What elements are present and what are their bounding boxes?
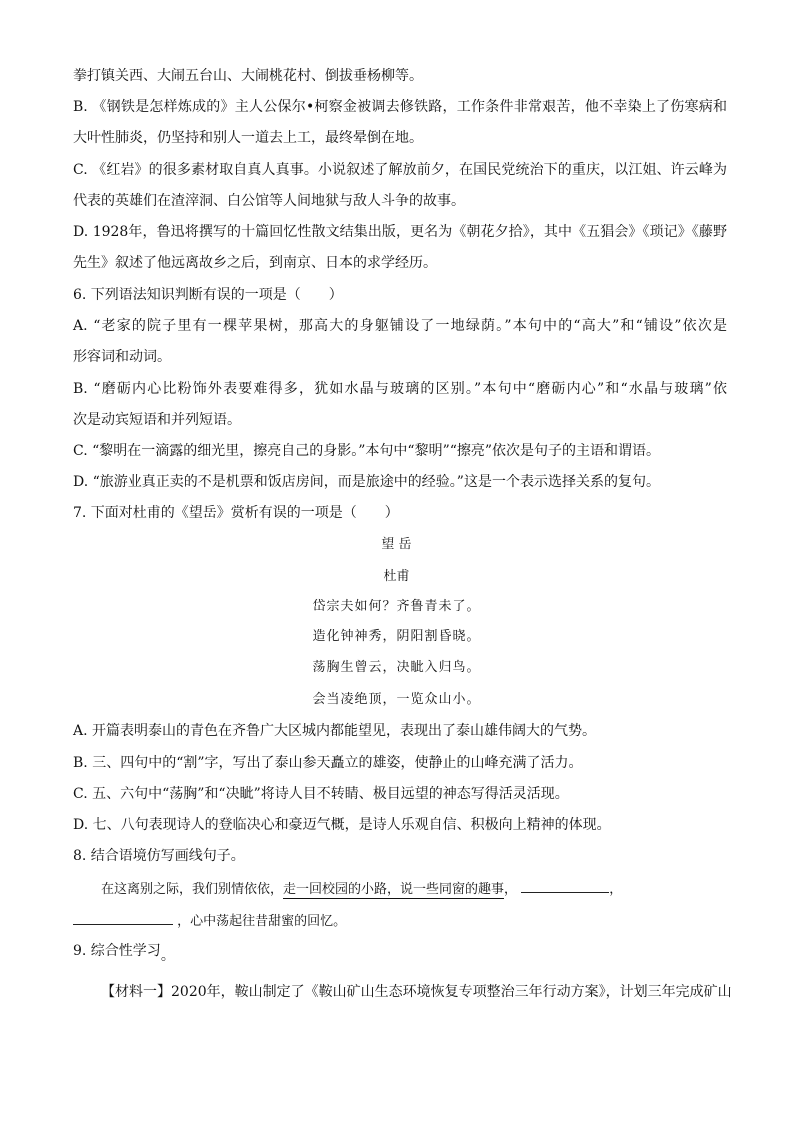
q9-stem-text: 9. 综合性学习: [73, 943, 161, 959]
poem-author: 杜甫: [383, 569, 410, 584]
q8-answer-blank-2[interactable]: [73, 910, 173, 925]
q9-stem: [73, 942, 727, 964]
poem-line: 造化钟神秀，阴阳割昏晓。: [312, 629, 481, 644]
poem-line: 荡胸生曾云，决眦入归鸟。: [312, 660, 481, 675]
q6-option-a-line1: A. “老家的院子里有一棵苹果树，那高大的身躯铺设了一地绿荫。”本句中的“高大”和“铺设”依次是: [73, 318, 727, 334]
q7-option-d: D. 七、八句表现诗人的登临决心和豪迈气概，是诗人乐观自信、积极向上精神的体现。: [73, 817, 611, 833]
q8-underlined-phrase: 走一回校园的小路，说一些同窗的趣事: [283, 882, 505, 897]
q9-material-1: 【材料一】2020年，鞍山制定了《鞍山矿山生态环境恢复专项整治三年行动方案》，计划三年完成矿山: [101, 984, 732, 1000]
q6-option-b-line2: 次是动宾短语和并列短语。: [73, 412, 241, 428]
q7-option-a: A. 开篇表明泰山的青色在齐鲁广大区城内都能望见，表现出了泰山雄伟阔大的气势。: [73, 723, 597, 739]
q7-option-b: B. 三、四句中的“割”字，写出了泰山参天矗立的雄姿，使静止的山峰充满了活力。: [73, 755, 583, 771]
q7-option-c: C. 五、六句中“荡胸”和“决眦”将诗人目不转睛、极目远望的神态写得活灵活现。: [73, 786, 569, 802]
q6-option-a-line2: 形容词和动词。: [73, 349, 171, 365]
q8-sentence-line2: [73, 910, 727, 931]
q5-option-c-line2: 代表的英雄们在渣滓洞、白公馆等人间地狱与敌人斗争的故事。: [73, 193, 465, 209]
q5-option-d-line2: 先生》叙述了他远离故乡之后，到南京、日本的求学经历。: [73, 255, 437, 271]
q6-option-c: C. “黎明在一滴露的细光里，擦亮自己的身影。”本句中“黎明”“擦亮”依次是句子的主语和谓语。: [73, 443, 661, 459]
q8-comma-2: ，: [609, 882, 623, 897]
q5-option-d-line1: D. 1928年，鲁迅将撰写的十篇回忆性散文结集出版，更名为《朝花夕拾》，其中《五猖会》《琐记》《藤野: [73, 224, 727, 240]
q5-a-tail: 拳打镇关西、大闹五台山、大闹桃花村、倒拔垂杨柳等。: [73, 68, 423, 84]
q5-option-c-line1: C. 《红岩》的很多素材取自真人真事。小说叙述了解放前夕，在国民党统治下的重庆，以江姐、许云峰为: [73, 162, 727, 178]
q8-comma: ，: [504, 882, 518, 897]
q8-answer-blank-1[interactable]: [521, 878, 609, 893]
q6-option-b-line1: B. “磨砺内心比粉饰外表要难得多，犹如水晶与玻璃的区别。”本句中“磨砺内心”和“水晶与玻璃”依: [73, 381, 727, 397]
q8-sentence-prefix: 在这离别之际，我们别情依依，: [101, 882, 284, 897]
q6-option-d: D. “旅游业真正卖的不是机票和饭店房间，而是旅途中的经验。”这是一个表示选择关系的复句。: [73, 474, 660, 490]
q8-sentence: [101, 878, 755, 899]
q9-dot: 。: [160, 948, 175, 964]
q8-sentence-tail: ，心中荡起往昔甜蜜的回忆。: [177, 914, 347, 929]
q5-option-b-line1: B. 《钢铁是怎样炼成的》主人公保尔•柯察金被调去修铁路，工作条件非常艰苦，他不幸染上了伤寒病和: [73, 99, 727, 115]
poem-line: 会当凌绝顶，一览众山小。: [312, 692, 481, 707]
q8-stem: 8. 结合语境仿写画线句子。: [73, 848, 245, 864]
q5-option-b-line2: 大叶性肺炎，仍坚持和别人一道去上工，最终晕倒在地。: [73, 130, 423, 146]
q6-stem: 6. 下列语法知识判断有误的一项是（ ）: [73, 287, 343, 303]
poem-title: 望 岳: [381, 537, 412, 552]
poem-line: 岱宗夫如何？齐鲁青未了。: [312, 599, 481, 614]
q7-stem: 7. 下面对杜甫的《望岳》赏析有误的一项是（ ）: [73, 505, 399, 521]
